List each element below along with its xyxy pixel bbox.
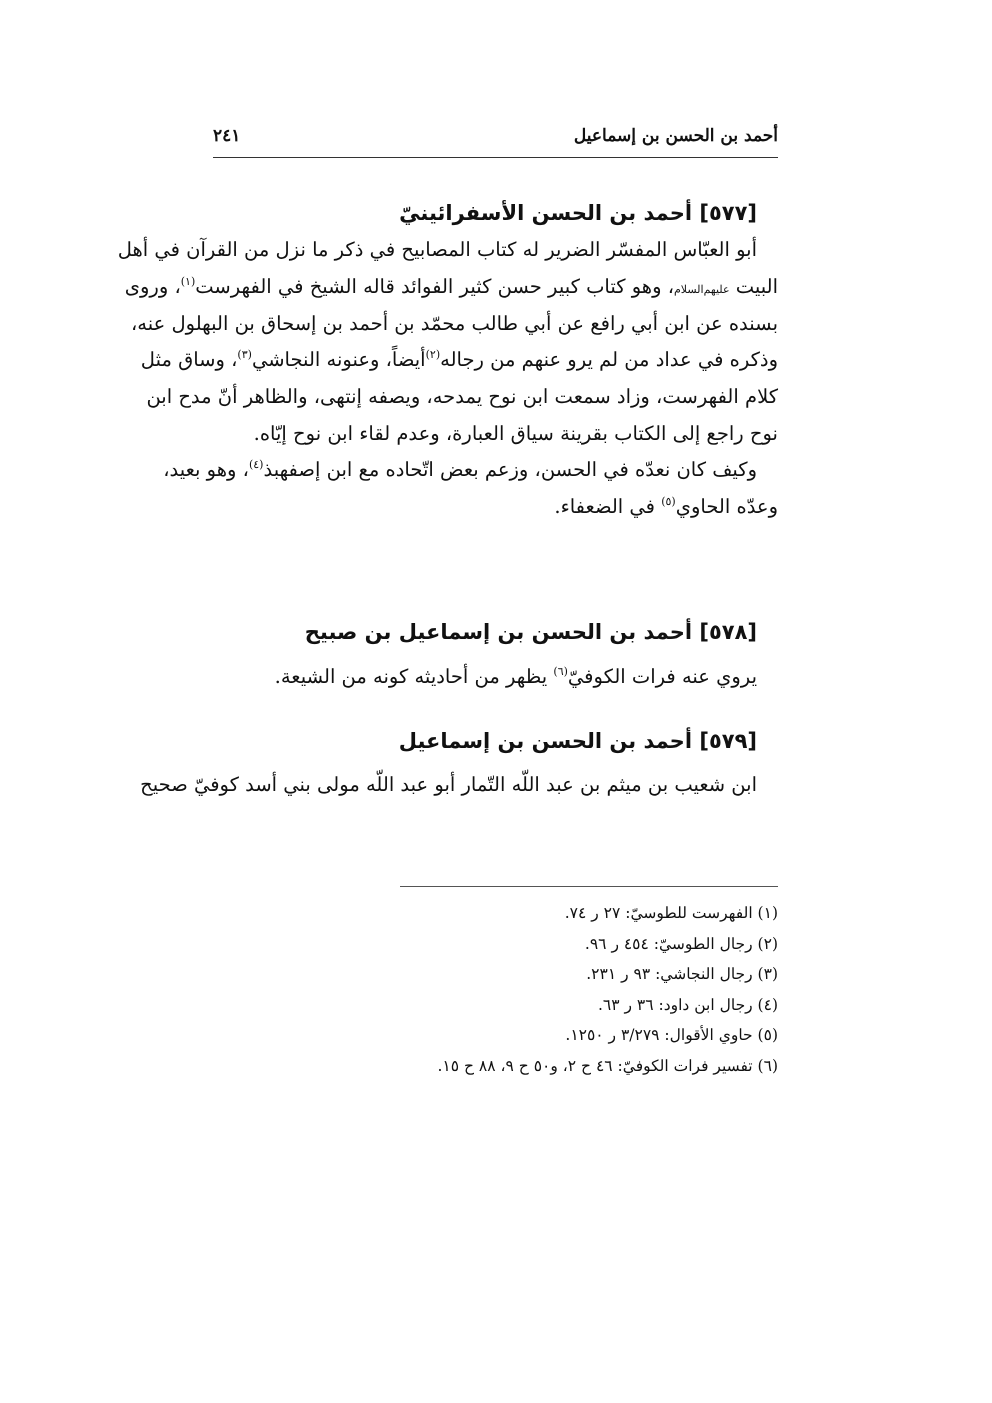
- text-segment: ، وساق مثل: [140, 348, 238, 371]
- footnote: (٣) رجال النجاشي: ٩٣ ر ٢٣١.: [586, 965, 778, 984]
- entry-heading: [213, 198, 778, 228]
- text-line: [130, 309, 778, 339]
- text-segment: [٥٧٧] أحمد بن الحسن الأسفرائينيّ: [399, 201, 757, 225]
- running-title: أحمد بن الحسن بن إسماعيل: [573, 126, 778, 146]
- text-segment: أبو العبّاس المفسّر الضرير له كتاب المصابيح في ذكر ما نزل من القرآن في أهل: [117, 238, 757, 261]
- footnote: (٦) تفسير فرات الكوفيّ: ٤٦ ح ٢، و٥٠ ح ٩، ٨٨ ح ١٥.: [437, 1057, 778, 1075]
- text-line: [213, 419, 778, 449]
- header-rule: [213, 157, 778, 158]
- text-segment: ابن شعيب بن ميثم بن عبد اللّه التّمار أبو عبد اللّه مولى بني أسد كوفيّ صحيح: [140, 773, 757, 796]
- text-segment: كلام الفهرست، وزاد سمعت ابن نوح يمدحه، ويصفه إنتهى، والظاهر أنّ مدح ابن: [146, 385, 778, 408]
- text-segment: نوح راجع إلى الكتاب بقرينة سياق العبارة، وعدم لقاء ابن نوح إيّاه.: [253, 422, 778, 445]
- text-segment: في الضعفاء.: [554, 495, 662, 518]
- footnote: (٢) رجال الطوسيّ: ٤٥٤ ر ٩٦.: [584, 934, 778, 953]
- text-segment: وكيف كان نعدّه في الحسن، وزعم بعض اتّحاده مع ابن إصفهبذ: [263, 458, 757, 481]
- footnote-separator: [400, 886, 778, 887]
- text-segment: أيضاً، وعنونه النجاشي: [251, 348, 426, 371]
- text-line: [213, 492, 778, 522]
- honorific-symbol: عليهم‌السلام: [674, 283, 730, 296]
- entry-heading: [213, 617, 778, 647]
- footnote-marker: (٦): [553, 665, 568, 678]
- text-segment: ، وروى: [124, 275, 181, 298]
- text-segment: يظهر من أحاديثه كونه من الشيعة.: [274, 665, 554, 688]
- text-line: [140, 770, 778, 800]
- footnote: (٥) حاوي الأقوال: ٣/٢٧٩ ر ١٢٥٠.: [565, 1026, 778, 1045]
- text-line: [117, 235, 778, 265]
- footnote-marker: (٥): [661, 495, 676, 508]
- text-line: [124, 272, 778, 305]
- footnote-marker: (٣): [237, 348, 252, 361]
- page-number: ٢٤١: [213, 126, 241, 146]
- footnote: (٤) رجال ابن داود: ٣٦ ر ٦٣.: [597, 995, 778, 1014]
- entry-heading: [213, 726, 778, 756]
- text-segment: يروي عنه فرات الكوفيّ: [567, 665, 757, 688]
- footnote-marker: (٤): [248, 458, 264, 471]
- footnote-marker: (١): [180, 275, 196, 288]
- text-line: [146, 382, 778, 412]
- text-line: [213, 662, 778, 692]
- footnote: (١) الفهرست للطوسيّ: ٢٧ ر ٧٤.: [564, 904, 778, 922]
- text-segment: وعدّه الحاوي: [675, 495, 778, 518]
- text-line: [140, 345, 778, 375]
- text-segment: ، وهو كتاب كبير حسن كثير الفوائد قاله الشيخ في الفهرست: [195, 275, 674, 298]
- text-line: [163, 455, 778, 485]
- text-segment: بسنده عن ابن أبي رافع عن أبي طالب محمّد بن أحمد بن إسحاق بن البهلول عنه،: [130, 312, 778, 335]
- footnote-marker: (٢): [425, 348, 441, 361]
- text-segment: [٥٧٨] أحمد بن الحسن بن إسماعيل بن صبيح: [304, 620, 757, 644]
- text-segment: ، وهو بعيد،: [163, 458, 249, 481]
- text-segment: وذكره في عداد من لم يرو عنهم من رجاله: [440, 348, 778, 371]
- text-segment: البيت: [729, 275, 778, 298]
- text-segment: [٥٧٩] أحمد بن الحسن بن إسماعيل: [398, 729, 757, 753]
